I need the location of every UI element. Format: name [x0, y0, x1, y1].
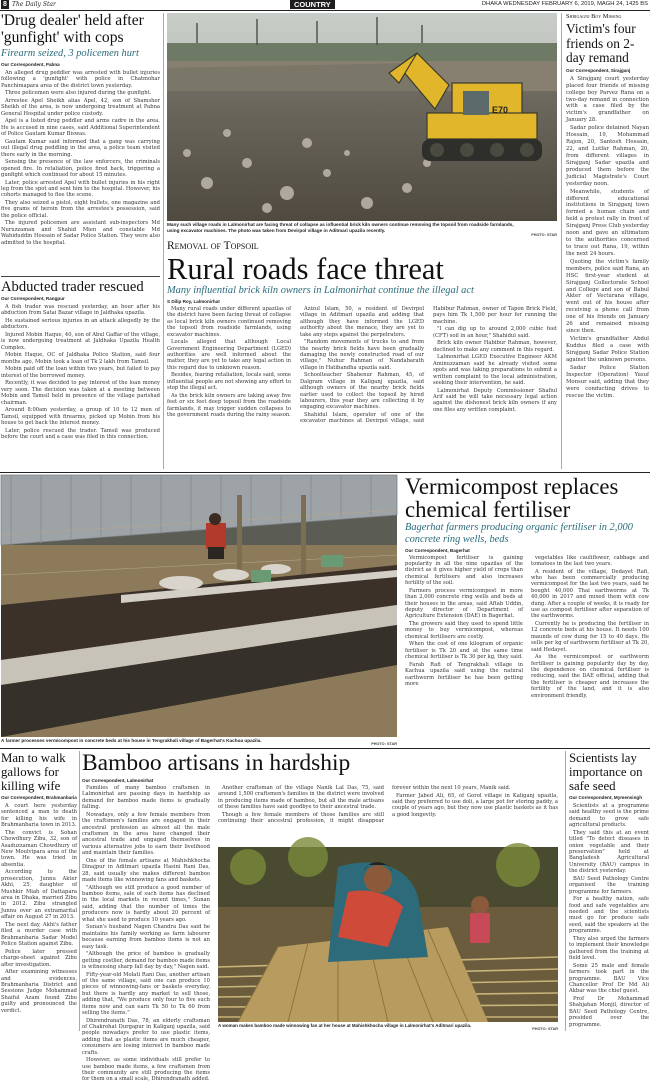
vermi-photo — [1, 475, 397, 737]
topsoil-caption-wrap — [167, 222, 557, 237]
seed-headline: Scientists lay importance on safe seed — [569, 751, 643, 793]
vermicompost-photo — [1, 475, 397, 737]
topsoil-deck: Many influential brick kiln owners in Lalmonirhat continue the illegal act — [167, 285, 474, 296]
vermi-caption: A farmer processes vermicompost in concrete beds at his house in Tengrakhali village of Bagerhat's Kachua upazila. — [1, 738, 262, 743]
trader-headline: Abducted trader rescued — [1, 279, 144, 295]
victim-headline: Victim's four friends on 2-day remand — [566, 21, 636, 66]
topsoil-body: Many rural roads under different upazilas of the district have been facing threat of collapse as local brick kiln owners continued removing the topsoil from roadside farmlands, using excavator machines. Locals alleged that although Local Government Engineering Department (LGED) authorities are well informed about the matter, they are yet to take any legal action in this regard due to unknown reason. Besides, fearing retaliation, locals said, some influential people are not showing any effort to stop the illegal act. As the brick kiln owners are taking away five feet or six feet deep topsoil from the roadside farmlands, it may trigger sudden collapses to the government roads during the rainy season. Azizul Islam, 50, a resident of Devirpol village in Aditmari upazila and adding that although they have informed the LGED authority about the menace, they are yet to take any steps against the perpetrators. "Random movements of trucks to and from the nearby brick fields have been gradually damaging the newly constructed road of our village," Nuhur Rahman of Nandabarath village in Hatibandha upazila said. Schoolteacher Shahenur Rahman, 45, of Dalgram village in Kaliganj upazila, said although owners of the nearby brick fields earlier used to collect the topsoil by hired labourers, this year they are collecting it by engaging excavator machines. Shahidul Islam, operator of one of the excavator machines at Devirpol village, said Habibur Rahman, owner of Tapon Brick Field, pays him Tk 1,500 per hour for running the machine. "I can dig up to around 2,000 cubic feet (CFT) soil in an hour," Shahidul said. Brick kiln owner Habibur Rahman, however, declined to make any comment in this regard. Lalmonirhat LGED Executive Engineer AKM Aminuzzaman said he already visited some spots and was taking preparations to submit a written complaint to the local administration, seeking their intervention, he said. Lalmonirhat Deputy Commissioner Shafiul Arif said he will take necessary legal action against the dishonest brick kiln owners if any one files any written complaint. — [167, 306, 557, 425]
drug-byline: Our Correspondent, Pabna — [1, 62, 60, 67]
section-label: COUNTRY — [290, 0, 335, 9]
topsoil-photo-credit: PHOTO: STAR — [531, 233, 557, 237]
gallows-byline: Our Correspondent, Brahmanbaria — [1, 795, 77, 800]
bamboo-caption-wrap — [218, 1023, 558, 1031]
drug-deck: Firearm seized, 3 policemen hurt — [1, 48, 139, 59]
gallows-story — [1, 751, 77, 1031]
trader-byline: Our Correspondent, Rangpur — [1, 296, 65, 301]
page-number: 8 — [1, 0, 9, 9]
seed-body: Scientists at a programme said healthy seed is the prime demand to grow safe agricultural products. They said this at an event titled "To detect diseases in onion vegetable and their preservation" held at Bangladesh Agricultural University (BAU) campus in the district yesterday. BAU Seed Pathology Centre organised the training programme for farmers. For a healthy nation, safe food and safe vegetables are needed and the scientists must go for produce safe seed, said the speakers at the programme. They also urged the farmers to implement their knowledge gathered from the training at field level. Some 25 male and female farmers took part in the programme. BAU Vice Chancellor Prof Dr Md Ali Akbar was the chief guest. Prof Dr Mohammad Shahjahan Monjil, director of BAU Seed Pathology Centre, presided over the programme. — [569, 803, 649, 1028]
bamboo-woman-photo — [218, 847, 558, 1022]
victim-story — [566, 13, 649, 471]
bamboo-story — [82, 750, 562, 1083]
masthead — [0, 0, 650, 10]
topsoil-byline: S Dilip Roy, Lalmonirhat — [167, 299, 220, 304]
logo: The Daily Star — [12, 1, 56, 8]
topsoil-headline: Rural roads face threat — [167, 252, 444, 286]
bamboo-body-col1: Families of many bamboo craftsmen in Lalmonirhat are passing days in hardship as demand for bamboo made items is gradually falling. Nowadays, only a few female members from the craftsmen's families are engaged in their ancestral profession as almost all the male craftsmen in the area have changed their ancestral trade and engaged themselves in various alternative jobs to earn their livelihood and maintain their families. One of the female artisans at Mahishkhocha Dinajpur in Aditmari upazila Hasini Rani Das, 28, said usually she makes different bamboo made items like winnowing fans and baskets. "Although we still produce a good number of bamboo items, sale of such items has declined in the local markets in recent times," Sunan said, adding that the number of times the producers now is hardly about 20 percent of what she used to produce 10 years ago. Sunan's husband Nagen Chandra Das said he maintains his family working as farm labourer because earning from bamboo items is not an easy task. "Although the price of bamboo is gradually getting costlier, demand for bamboo made items is witnessing sharp fall day by day," Nagen said. Fifty-year-old Molati Rani Das, another artisan of the same village, said one can produce 10 pieces of winnowing-fans or baskets everyday, but there is hardly any market to sell those, adding that, "We produce only four to five such items now and can earn Tk 50 to Tk 60 from selling the items." Dhirendranath Das, 78, an elderly craftsman of Chakrohat Durgapur in Kaliganj upazila, said people nowadays prefer to use plastic items, adding that as plastic items are much cheaper, consumers are losing interest in bamboo made crafts. However, as some individuals still prefer to use bamboo made items, a few craftsmen from their community are still producing the items for them on a small scale, Dhirendranath added. — [82, 785, 210, 1083]
vermi-caption-wrap — [1, 738, 397, 746]
drug-body: An alleged drug peddler was arrested with bullet injuries following a 'gunfight' with police in Chatmohar Panchimapara area of the district town yesterday. Three policemen were also injured during the gunfight. Arrestee Apel Sheikh alias Apel, 42, son of Shamsher Sheikh of the area, is now undergoing treatment at Pabna General Hospital under police custody. Apel is a listed drug peddler and arms cadre in the area. He is accused in nine cases, said Additional Superintendent of Police Gautam Kumar Biswas. Gautam Kumar said informed that a gang was carrying out illegal drug peddling in the area, a police team visited there early in the morning. Sensing the presence of the law enforcers, the criminals opened fire. In retaliation, police fired back, triggering a gunfight which continued for about 15 minutes. Later, police arrested Apel with bullet injuries in his right leg from the spot and sent him to the hospital. However, his cohorts managed to flee the scene. They also seized a pistol, eight bullets, one magazine and five grams of heroin from the arrestee's possession, said the police official. The injured policemen are assistant sub-inspectors Md Nuruzzaman and Shahid Mien and constable Md Wahiduddin Hossain of Sadar Police Station. They were also admitted to the hospital. — [1, 70, 160, 246]
victim-kicker: Shrigagnj Boy Missing — [566, 13, 622, 20]
victim-byline: Our Correspondent, Sirajganj — [566, 67, 631, 73]
gallows-headline: Man to walk gallows for killing wife — [1, 751, 66, 793]
excavator-photo — [167, 13, 557, 221]
drug-story — [1, 13, 160, 263]
trader-body: A fish trader was rescued yesterday, an hour after his abduction from Satai Bazar village in Jaldhaka upazila. He sustained serious injuries in an attack allegedly by the abductors. Injured Mobin Haque, 40, son of Abul Gaffar of the village, is now undergoing treatment at Jaldhaka Upazila Health Complex. Mobin Haque, OC of Jaldhaka Police Station, said four months ago, Mobin took a loan of Tk 2 lakh from Tamsil. Mobin paid off the loan within two years, but failed to pay interest of the borrowed money. Recently, it was decided to pay interest of the loan money very soon. The decision was taken at a meeting between Mobin and Tamsil held in presence of the village parishad chairman. Around 8:00am yesterday, a group of 10 to 12 men of Tamsil, equipped with firearms, picked up Mobin from his house to get back the interest money. Later, police rescued the trader. Tamsil was produced before the court and a case was filed in this connection. — [1, 304, 161, 441]
bamboo-photo-credit: PHOTO: STAR — [532, 1027, 558, 1031]
bamboo-byline: Our Correspondent, Lalmonirhat — [82, 778, 154, 783]
bamboo-caption: A woman makes bamboo made winnowing fan at her house at Mahishkhocha village in Lalmonirhat's Aditmari upazila. — [218, 1023, 472, 1028]
gallows-body: A court here yesterday sentenced a man to death for killing his wife in Brahmanbaria town in 2013. The convict is Sohan Chowdhury Zibu, 32, son of Asaduzzaman Chowdhury of New Moulvipara area of the town. He was tried in absentia. According to the prosecution, Junnu Akter Akhi, 25, daughter of Mushkir Miah of Dattapara area in Dhaka, married Zibu in 2012. Zibu strangled Junnu over an extramarital affair on August 27 in 2013. The next day, Akhi's father filed a murder case with Brahmanbaria Sadar Model Police Station against Zibu. Police later pressed charge-sheet against Zibu after investigation. After examining witnesses and evidences, Brahmanbaria District and Sessions Judge Mohammad Shaiful Azam found Zibu guilty and pronounced the verdict. — [1, 803, 77, 1014]
vermi-photo-credit: PHOTO: STAR — [371, 742, 397, 746]
vermi-story — [405, 475, 649, 746]
topsoil-story — [167, 239, 557, 471]
bamboo-photo — [218, 847, 558, 1022]
seed-byline: Our Correspondent, Mymensingh — [569, 795, 642, 800]
drug-headline: 'Drug dealer' held after 'gunfight' with cops — [1, 12, 144, 46]
vermi-headline: Vermicompost replaces chemical fertiliser — [405, 474, 619, 522]
topsoil-caption: Many such village roads in Lalmonirhat are facing threat of collapse as influential brick kiln owners continue removing the topsoil from roadside farmlands, using excavator machines. The photo was taken from Devirpol village in Aditmari upazila recently. — [167, 222, 514, 233]
topsoil-kicker: Removal of Topsoil — [167, 240, 259, 252]
seed-story — [569, 751, 649, 1031]
topsoil-photo — [167, 13, 557, 221]
bamboo-body-col2: Another craftsman of the village Nanik Lal Das, 75, said around 1,500 craftsmen's families in the district were involved in producing items made of bamboo, but all the male artisans of these families have said goodbye to their ancestral trade. Though a few female members of those families are still continuing their ancestral profession, it might disappear forever within the next 10 years, Manik said. Farmer Jabed Ali, 65, of Gorol village in Kaliganj upazila, said they preferred to use doli, a large pot for storing paddy, a couple of years ago, but they now use plastic baskets as it has a good longevity. — [218, 785, 558, 825]
vermi-body: Vermicompost fertiliser is gaining popularity in all the nine upazilas of the district as it gives higher yield of crops than chemical fertilisers and also increases fertility of the soil. Farmers process vermicompost in more than 2,000 concrete ring wells and beds at their houses in the areas, said Aftab Uddin, deputy director of Department of Agriculture Extension (DAE) in Bagerhat. The growers said they used to spend little money to buy vermicompost, whereas chemical fertilisers are costly. When the cost of one kilogram of organic fertiliser is Tk 20 and at the same time chemical fertiliser is Tk 30 per kg, they said. Farah Rafi of Tengrakhali village in Kachua upazila said using the natural earthworm fertiliser he has been getting more vegetables like cauliflower, cabbage and tomatoes in the last two years. A resident of the village, Dedayet Rafi, who has been commercially producing vermicompost for the last two years, said he bought 40,000 Thai earthworms at Tk 40,000 in 2017 and mixed them with cow dung. After a couple of weeks, it is ready for use as compost fertiliser after separation of the earthworms. Currently he is producing the fertiliser in 12 concrete beds at his house. It needs 100 maunds of cow dung for 15 to 40 days. He sells per kg of earthworm fertiliser at Tk 20, said Hedayet. As the vermicompost or earthworm fertiliser is gaining popularity day by day, the dependence on chemical fertiliser is reducing, said the DAE official, adding that the fertiliser is cheaper and increases the fertility of the land, and it is also environment friendly. — [405, 554, 649, 699]
trader-story — [1, 279, 160, 471]
dateline: DHAKA WEDNESDAY FEBRUARY 6, 2019, MAGH 24, 1425 BS — [481, 1, 648, 7]
vermi-deck: Bagerhat farmers producing organic fertiliser in 2,000 concrete ring wells, beds — [405, 522, 633, 545]
svg-text:E70: E70 — [492, 105, 509, 115]
bamboo-headline: Bamboo artisans in hardship — [82, 750, 351, 776]
victim-body: A Sirajganj court yesterday placed four friends of missing college boy Parvez Rana on a two-day remand in connection with a case filed by the victim's grandfather on January 28. Sadar police detained Nayan Hossain, 19, Mohammad Rajon, 20, Santosh Hossain, 22, and Lutfar Rahman, 20, from different villages in Sirajganj Sadar upazila and produced them before the Judicial Magistrate's Court yesterday noon. Meanwhile, students of different educational institutions in Sirajganj town formed a human chain and held a protest rally in front of Sirajganj Press Club yesterday noon and gave an ultimatum to the authorities concerned to trace out Rana, 19, within the next 24 hours. Quoting the victim's family members, police said Rana, an HSC first-year student at Sirajganj Collectorate School and College and son of Babul Akter of Vecturana village, went out of his house after receiving a phone call from one of his friends on January 26 and remained missing since then. Victim's grandfather Abdul Kuddus filed a case with Sirajganj Sadar Police Station against the unknown persons. Sadar Police Station Inspector (Operation) Yusuf Monsur said, adding that they were conducting drives to rescue the victim. — [566, 75, 649, 399]
vermi-byline: Our Correspondent, Bagerhat — [405, 547, 470, 553]
